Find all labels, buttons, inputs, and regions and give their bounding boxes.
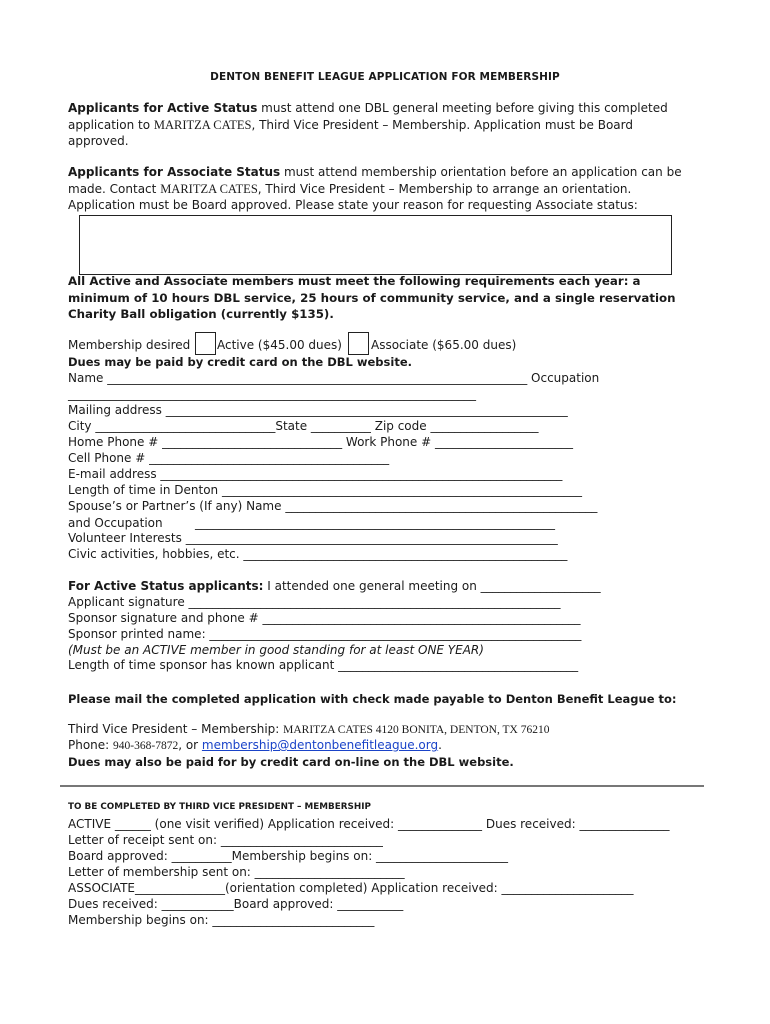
office-associate-line[interactable]: ASSOCIATE_______________(orientation completed) Application received: ______________________ — [68, 881, 634, 895]
email-field[interactable]: E-mail address ___________________________________________________________________ — [68, 467, 563, 481]
office-dues-line[interactable]: Dues received: ____________Board approved: ___________ — [68, 897, 404, 911]
active-status-intro — [68, 100, 688, 150]
period: . — [438, 738, 442, 752]
office-letter-line[interactable]: Letter of membership sent on: _________________________ — [68, 865, 405, 879]
phone-fields[interactable]: Home Phone # ______________________________ Work Phone # _______________________ — [68, 435, 573, 449]
volunteer-interests-field[interactable]: Volunteer Interests ______________________________________________________________ — [68, 531, 558, 545]
cell-phone-field[interactable]: Cell Phone # ________________________________________ — [68, 451, 390, 465]
associate-checkbox[interactable] — [348, 332, 369, 355]
dues-note: Dues may be paid by credit card on the DBL website. — [68, 355, 412, 369]
office-use-title: TO BE COMPLETED BY THIRD VICE PRESIDENT – MEMBERSHIP — [68, 802, 371, 812]
spouse-name-field[interactable]: Spouse’s or Partner’s (If any) Name ____________________________________________________ — [68, 499, 598, 513]
active-option-label: Active ($45.00 dues) — [217, 338, 342, 352]
associate-status-text: must attend membership orientation before an application can be made. Contact — [68, 165, 682, 196]
city-state-zip-field[interactable]: City ______________________________State __________ Zip code __________________ — [68, 419, 539, 433]
name-field[interactable]: Name ______________________________________________________________________ Occupation — [68, 371, 600, 385]
active-status-text-end: , Third Vice President – Membership. Application must be Board approved. — [68, 117, 633, 148]
active-status-text: must attend one DBL general meeting before giving this completed application to — [68, 101, 668, 132]
vp-name: MARITZA CATES — [153, 117, 252, 132]
active-status-heading: Applicants for Active Status — [68, 101, 258, 115]
associate-reason-box[interactable] — [79, 215, 672, 275]
applicant-signature-field[interactable]: Applicant signature ______________________________________________________________ — [68, 595, 561, 609]
postal-address: MARITZA CATES 4120 BONITA, DENTON, TX 76210 — [283, 724, 550, 736]
phone-number: 940-368-7872 — [113, 740, 179, 752]
sponsor-printed-name-field[interactable]: Sponsor printed name: ______________________________________________________________ — [68, 627, 582, 641]
vp-title: Third Vice President – Membership: — [68, 722, 284, 736]
spouse-occupation-label: and Occupation — [68, 516, 163, 530]
length-in-denton-field[interactable]: Length of time in Denton ____________________________________________________________ — [68, 483, 582, 497]
meeting-attended-text: I attended one general meeting on ____________________ — [263, 579, 601, 593]
requirements-text: All Active and Associate members must meet the following requirements each year: a minimum of 10 hours DBL service, 25 hours of community service, and a single reservation Charity Ball obligation (currently $135). — [68, 274, 676, 321]
vp-name: MARITZA CATES — [160, 181, 258, 196]
phone-label: Phone: — [68, 738, 114, 752]
online-payment-note: Dues may also be paid for by credit card on-line on the DBL website. — [68, 755, 514, 769]
active-applicants-heading: For Active Status applicants: — [68, 579, 264, 593]
membership-email-link[interactable]: membership@dentonbenefitleague.org — [201, 738, 439, 752]
active-checkbox[interactable] — [195, 332, 216, 355]
office-begins-line[interactable]: Membership begins on: ___________________________ — [68, 913, 375, 927]
contact-line — [68, 737, 442, 754]
page-title: DENTON BENEFIT LEAGUE APPLICATION FOR MEMBERSHIP — [210, 71, 560, 83]
membership-desired-label: Membership desired — [68, 338, 191, 352]
section-divider — [60, 785, 704, 787]
occupation-field[interactable]: ____________________________________________________________________ — [68, 387, 476, 401]
office-active-line[interactable]: ACTIVE ______ (one visit verified) Application received: ______________ Dues received: _______________ — [68, 817, 670, 831]
sponsor-note: (Must be an ACTIVE member in good standing for at least ONE YEAR) — [68, 643, 484, 657]
or-text: , or — [178, 738, 202, 752]
meeting-attended-field[interactable] — [68, 578, 601, 594]
associate-status-heading: Applicants for Associate Status — [68, 165, 281, 179]
associate-option-label: Associate ($65.00 dues) — [371, 338, 517, 352]
associate-status-text-end: , Third Vice President – Membership to arrange an orientation. Application must be Board approved. Please state your reason for requesting Associate status: — [68, 181, 638, 212]
associate-status-intro — [68, 164, 688, 214]
mail-instructions: Please mail the completed application with check made payable to Denton Benefit League to: — [68, 692, 677, 706]
mailing-address-line — [68, 721, 550, 738]
mailing-address-field[interactable]: Mailing address ___________________________________________________________________ — [68, 403, 568, 417]
office-receipt-line[interactable]: Letter of receipt sent on: ___________________________ — [68, 833, 383, 847]
civic-activities-field[interactable]: Civic activities, hobbies, etc. ______________________________________________________ — [68, 547, 568, 561]
sponsor-signature-field[interactable]: Sponsor signature and phone # _____________________________________________________ — [68, 611, 581, 625]
sponsor-length-field[interactable]: Length of time sponsor has known applicant ________________________________________ — [68, 658, 579, 672]
office-board-line[interactable]: Board approved: __________Membership begins on: ______________________ — [68, 849, 509, 863]
spouse-occupation-field[interactable]: ____________________________________________________________ — [195, 516, 555, 530]
